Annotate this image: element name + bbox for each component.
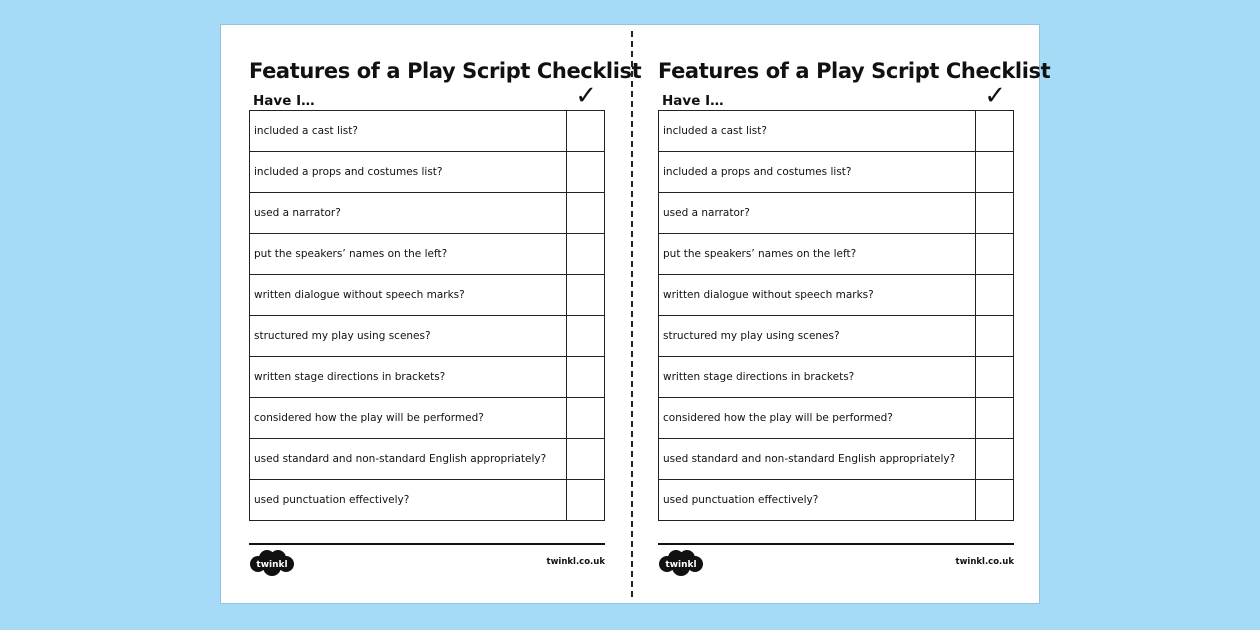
worksheet-sheet: [220, 24, 1051, 604]
checklist-title: Features of a Play Script Checklist: [249, 59, 642, 83]
checkbox-cell[interactable]: [567, 111, 605, 152]
checkbox-cell[interactable]: [567, 152, 605, 193]
table-row: [659, 439, 1014, 480]
checkbox-cell[interactable]: [567, 398, 605, 439]
table-row: [659, 357, 1014, 398]
checkbox-cell[interactable]: [567, 275, 605, 316]
table-row: [250, 398, 605, 439]
table-row: [659, 398, 1014, 439]
checkbox-cell[interactable]: [567, 357, 605, 398]
checkbox-cell[interactable]: [976, 193, 1014, 234]
table-row: [250, 439, 605, 480]
checklist-subheading: Have I…: [662, 93, 724, 109]
twinkl-logo: [249, 549, 295, 577]
tick-icon: ✓: [984, 81, 1006, 111]
checkbox-cell[interactable]: [567, 480, 605, 521]
checklist-item: put the speakers’ names on the left?: [250, 234, 567, 275]
tick-icon: ✓: [575, 81, 597, 111]
table-row: [250, 275, 605, 316]
table-row: [250, 480, 605, 521]
checklist-item: included a cast list?: [250, 111, 567, 152]
logo-text: twinkl: [256, 560, 288, 570]
checklist-item: used a narrator?: [250, 193, 567, 234]
checkbox-cell[interactable]: [976, 111, 1014, 152]
checklist-item: put the speakers’ names on the left?: [659, 234, 976, 275]
checkbox-cell[interactable]: [976, 480, 1014, 521]
table-row: [250, 152, 605, 193]
table-row: [659, 152, 1014, 193]
checkbox-cell[interactable]: [567, 439, 605, 480]
checklist-panel-right: [658, 25, 1051, 605]
checklist-table: [658, 110, 1014, 521]
checklist-item: structured my play using scenes?: [250, 316, 567, 357]
checklist-item: used standard and non-standard English appropriately?: [250, 439, 567, 480]
checklist-item: written stage directions in brackets?: [659, 357, 976, 398]
table-row: [250, 234, 605, 275]
checkbox-cell[interactable]: [567, 193, 605, 234]
checkbox-cell[interactable]: [567, 316, 605, 357]
checklist-item: written stage directions in brackets?: [250, 357, 567, 398]
website-url: twinkl.co.uk: [955, 557, 1014, 567]
checklist-panel-left: [249, 25, 642, 605]
checklist-table: [249, 110, 605, 521]
checkbox-cell[interactable]: [976, 152, 1014, 193]
checklist-item: used a narrator?: [659, 193, 976, 234]
checklist-title: Features of a Play Script Checklist: [658, 59, 1051, 83]
table-row: [659, 234, 1014, 275]
footer-rule: [249, 543, 605, 545]
table-row: [250, 357, 605, 398]
checklist-item: used punctuation effectively?: [659, 480, 976, 521]
checklist-item: considered how the play will be performed?: [659, 398, 976, 439]
checkbox-cell[interactable]: [976, 234, 1014, 275]
checkbox-cell[interactable]: [976, 398, 1014, 439]
checklist-item: included a props and costumes list?: [250, 152, 567, 193]
checklist-item: written dialogue without speech marks?: [250, 275, 567, 316]
checkbox-cell[interactable]: [976, 316, 1014, 357]
twinkl-logo: [658, 549, 704, 577]
table-row: [659, 316, 1014, 357]
table-row: [250, 193, 605, 234]
checklist-subheading: Have I…: [253, 93, 315, 109]
footer-rule: [658, 543, 1014, 545]
table-row: [659, 480, 1014, 521]
checklist-item: used standard and non-standard English appropriately?: [659, 439, 976, 480]
checklist-item: structured my play using scenes?: [659, 316, 976, 357]
checklist-item: used punctuation effectively?: [250, 480, 567, 521]
table-row: [659, 111, 1014, 152]
checklist-item: included a props and costumes list?: [659, 152, 976, 193]
table-row: [659, 193, 1014, 234]
cut-line: [631, 31, 633, 597]
checkbox-cell[interactable]: [976, 275, 1014, 316]
checkbox-cell[interactable]: [976, 439, 1014, 480]
logo-text: twinkl: [665, 560, 697, 570]
checklist-item: considered how the play will be performed?: [250, 398, 567, 439]
table-row: [250, 316, 605, 357]
website-url: twinkl.co.uk: [546, 557, 605, 567]
table-row: [659, 275, 1014, 316]
checklist-item: included a cast list?: [659, 111, 976, 152]
table-row: [250, 111, 605, 152]
checkbox-cell[interactable]: [567, 234, 605, 275]
checklist-item: written dialogue without speech marks?: [659, 275, 976, 316]
checkbox-cell[interactable]: [976, 357, 1014, 398]
